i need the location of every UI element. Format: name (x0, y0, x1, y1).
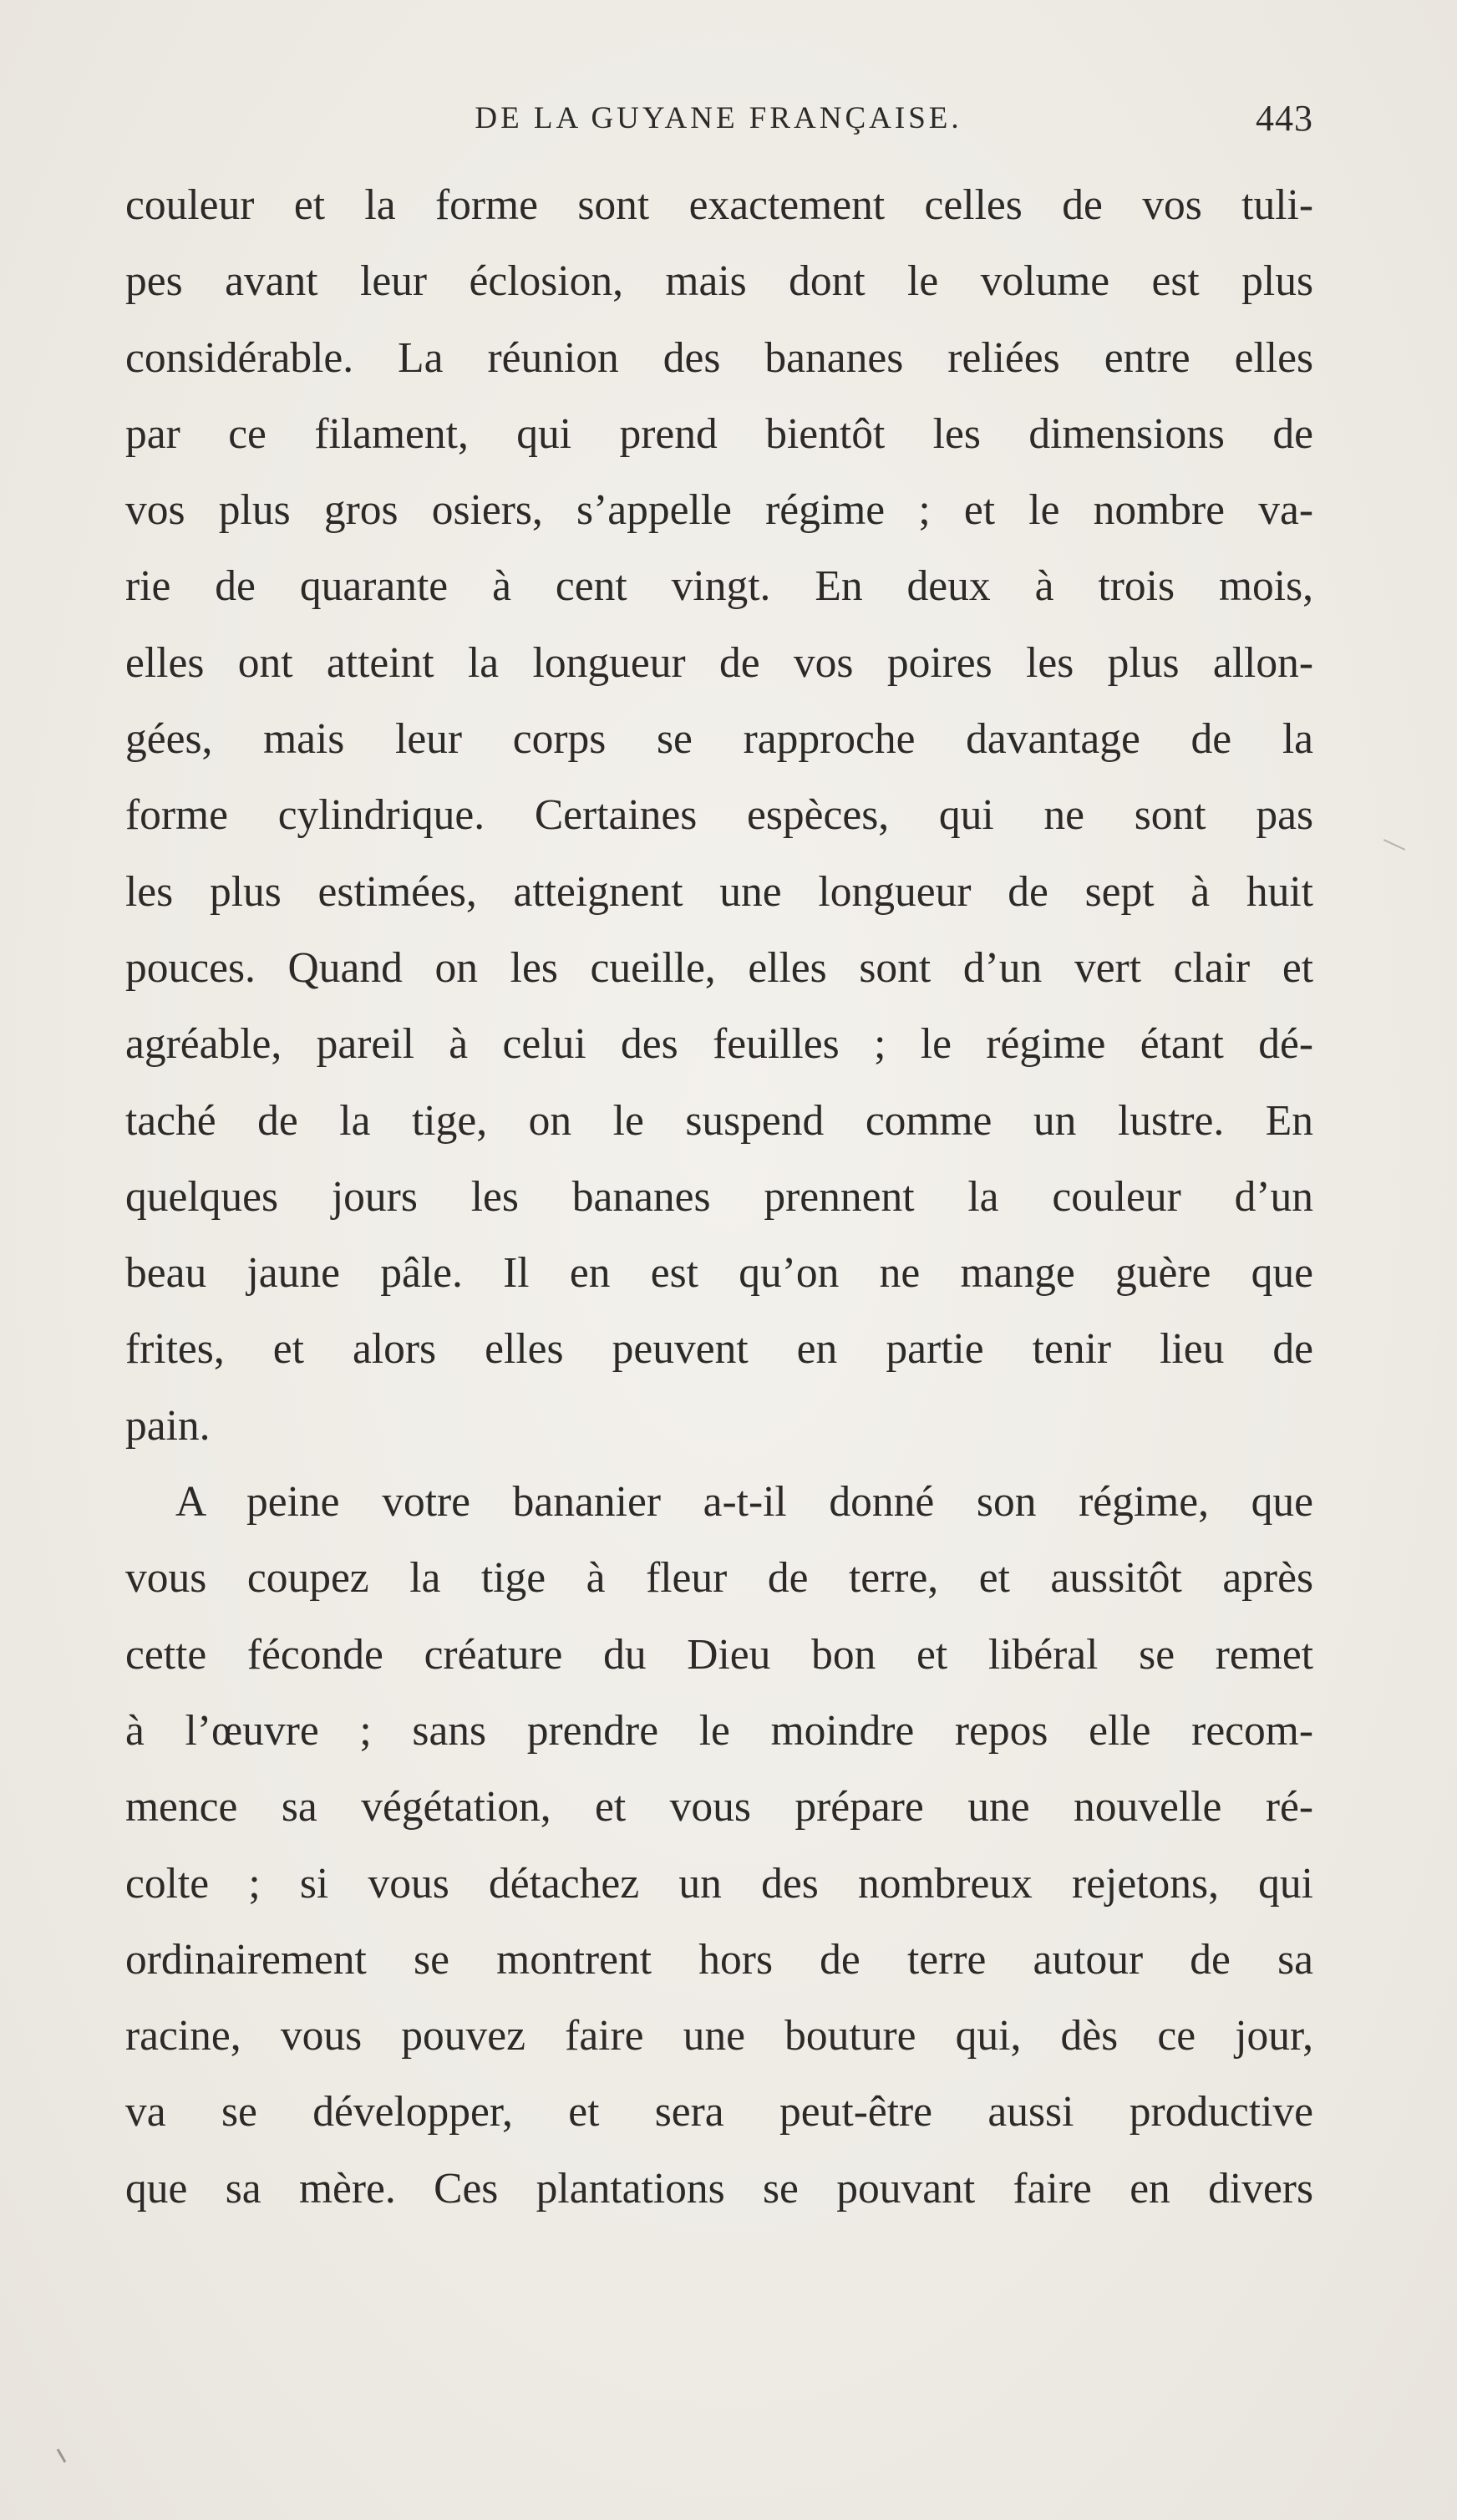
text-line: considérable. La réunion des bananes reliées entre elles (125, 333, 1313, 382)
text-line: mence sa végétation, et vous prépare une nouvelle ré- (125, 1783, 1313, 1832)
text-line: colte ; si vous détachez un des nombreux rejetons, qui (125, 1859, 1313, 1908)
paragraph-start-line: A peine votre bananier a-t-il donné son régime, que (175, 1478, 1313, 1527)
text-line: va se développer, et sera peut-être aussi productive (125, 2088, 1313, 2136)
text-line: ordinairement se montrent hors de terre autour de sa (125, 1935, 1313, 1984)
page-number: 443 (1256, 98, 1313, 139)
paper-mark (57, 2448, 67, 2462)
body-text (125, 167, 1313, 2227)
text-line: pouces. Quand on les cueille, elles sont d’un vert clair et (125, 943, 1313, 992)
text-line: beau jaune pâle. Il en est qu’on ne mange guère que (125, 1249, 1313, 1298)
paper-mark (1383, 839, 1405, 851)
text-line: par ce filament, qui prend bientôt les dimensions de (125, 409, 1313, 458)
text-line: forme cylindrique. Certaines espèces, qui ne sont pas (125, 791, 1313, 840)
text-line: racine, vous pouvez faire une bouture qui, dès ce jour, (125, 2012, 1313, 2060)
text-line: que sa mère. Ces plantations se pouvant faire en divers (125, 2164, 1313, 2213)
running-head (124, 94, 1313, 144)
text-line: frites, et alors elles peuvent en partie tenir lieu de (125, 1325, 1313, 1374)
text-line: les plus estimées, atteignent une longueur de sept à huit (125, 867, 1313, 916)
text-line: agréable, pareil à celui des feuilles ; le régime étant dé- (125, 1020, 1313, 1069)
text-line: gées, mais leur corps se rapproche davantage de la (125, 715, 1313, 764)
text-line: cette féconde créature du Dieu bon et libéral se remet (125, 1630, 1313, 1679)
text-line: couleur et la forme sont exactement celles de vos tuli- (125, 181, 1313, 229)
text-line: taché de la tige, on le suspend comme un lustre. En (125, 1096, 1313, 1145)
text-line: elles ont atteint la longueur de vos poires les plus allon- (125, 638, 1313, 687)
text-line: pes avant leur éclosion, mais dont le volume est plus (125, 257, 1313, 306)
running-title: DE LA GUYANE FRANÇAISE. (475, 101, 962, 135)
text-line: vous coupez la tige à fleur de terre, et aussitôt après (125, 1554, 1313, 1603)
text-line: rie de quarante à cent vingt. En deux à trois mois, (125, 562, 1313, 611)
paragraph-end-line: pain. (125, 1401, 211, 1450)
text-line: quelques jours les bananes prennent la couleur d’un (125, 1172, 1313, 1221)
text-line: à l’œuvre ; sans prendre le moindre repos elle recom- (125, 1706, 1313, 1755)
text-line: vos plus gros osiers, s’appelle régime ; et le nombre va- (125, 486, 1313, 535)
